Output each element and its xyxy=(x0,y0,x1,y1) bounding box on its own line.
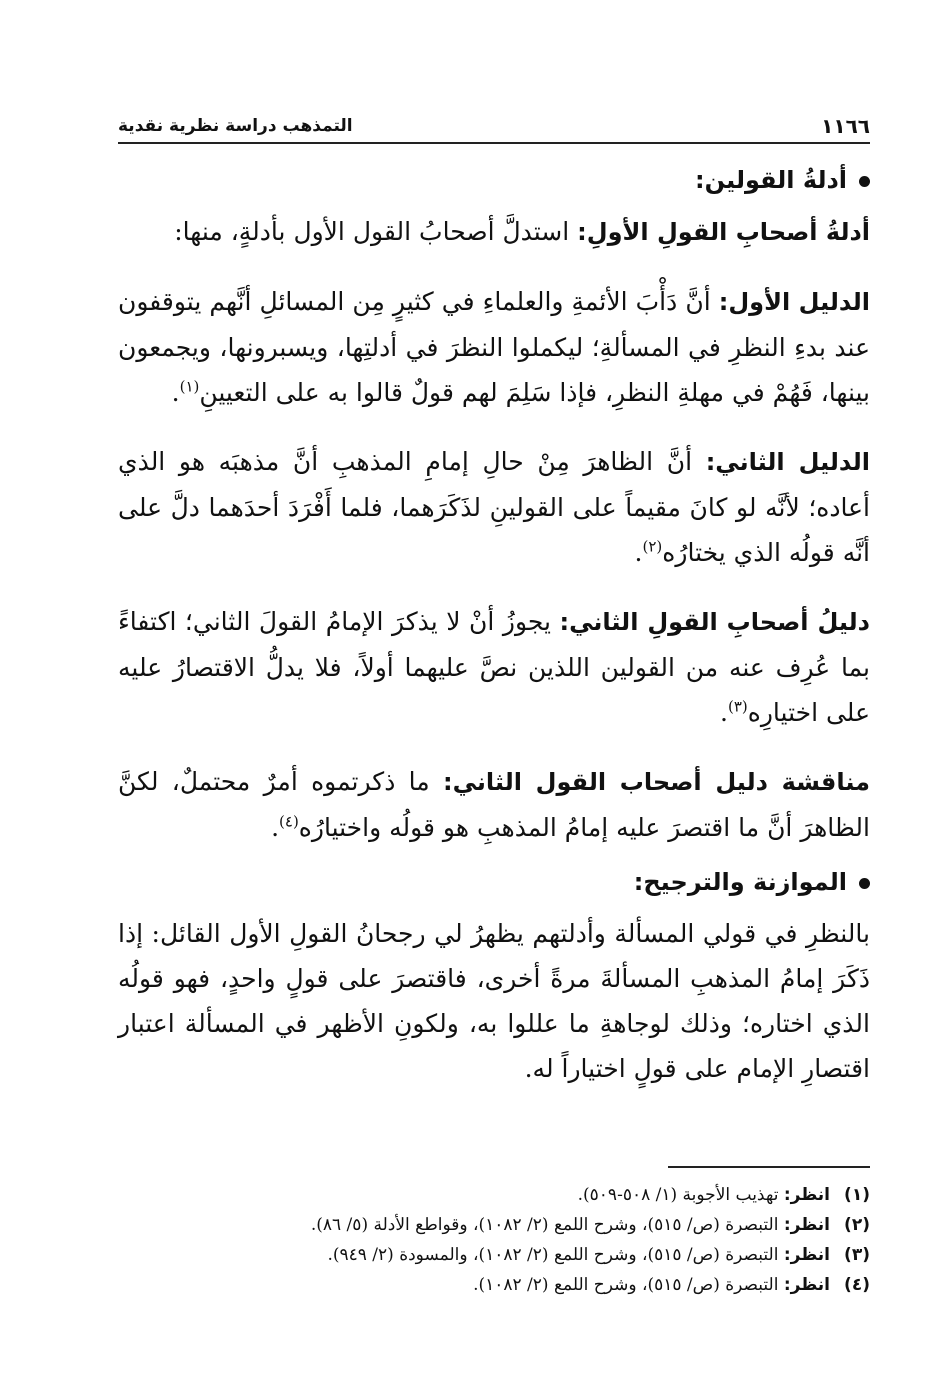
bullet-icon xyxy=(859,878,870,889)
section-heading-weighing xyxy=(118,860,870,905)
footnote-keyword: انظر: xyxy=(783,1275,830,1295)
paragraph-text: أنَّ دَأْبَ الأئمةِ والعلماءِ في كثيرٍ مِن المسائلِ أنَّهم يتوقفون عند بدءِ النظرِ في المسألةِ؛ ليكملوا النظرَ في أدلتِها، ويسبرونها، ويجمعون بينها، فَهُمْ في مهلةِ النظرِ، فإذا سَلِمَ لهم قولٌ قالوا به على التعيينِ xyxy=(118,287,870,407)
footnotes xyxy=(118,1180,870,1300)
paragraph-first-opinion-intro xyxy=(118,209,870,255)
paragraph-end: . xyxy=(271,813,280,842)
footnote-text: التبصرة (ص/ ٥١٥)، وشرح اللمع (٢/ ١٠٨٢)، والمسودة (٢/ ٩٤٩). xyxy=(327,1245,784,1265)
footnote-ref-4: (٤) xyxy=(279,812,299,831)
paragraph-second-evidence xyxy=(118,439,870,575)
footnote-ref-2: (٢) xyxy=(642,537,663,556)
paragraph-text: أنَّ الظاهرَ مِنْ حالِ إمامِ المذهبِ أنَّ مذهبَه هو الذي أعاده؛ لأنَّه لو كانَ مقيماً على القولينِ لذَكَرَهما، فلما أَفْرَدَ أحدَهما دلَّ على أنَّه قولُه الذي يختارُه xyxy=(118,447,870,567)
section-heading-text: الموازنة والترجيح: xyxy=(633,868,847,896)
footnote-4 xyxy=(118,1270,870,1300)
bullet-icon xyxy=(859,176,870,187)
running-title: التمذهب دراسة نظرية نقدية xyxy=(118,116,353,136)
paragraph-lead: الدليل الأول: xyxy=(718,288,870,316)
paragraph-end: . xyxy=(634,538,643,567)
main-text xyxy=(118,158,870,1101)
paragraph-discussion xyxy=(118,759,870,850)
footnote-2 xyxy=(118,1210,870,1240)
paragraph-lead: دليلُ أصحابِ القولِ الثاني: xyxy=(559,608,870,636)
footnote-1 xyxy=(118,1180,870,1210)
footnote-ref-1: (١) xyxy=(179,377,200,396)
footnote-number: (١) xyxy=(844,1185,870,1205)
paragraph-conclusion xyxy=(118,911,870,1091)
footnote-keyword: انظر: xyxy=(783,1245,830,1265)
paragraph-text: ما ذكرتموه أمرٌ محتملٌ، لكنَّ الظاهرَ أنَّ ما اقتصرَ عليه إمامُ المذهبِ هو قولُه واختيارُه xyxy=(118,767,870,842)
paragraph-lead: مناقشة دليل أصحاب القول الثاني: xyxy=(443,768,870,796)
page-number: ١١٦٦ xyxy=(821,114,870,138)
footnote-3 xyxy=(118,1240,870,1270)
paragraph-end: . xyxy=(720,698,728,727)
paragraph-text: استدلَّ أصحابُ القول الأول بأدلةٍ، منها: xyxy=(174,217,578,246)
footnote-number: (٢) xyxy=(844,1215,870,1235)
footnote-number: (٤) xyxy=(844,1275,870,1295)
footnote-keyword: انظر: xyxy=(783,1185,830,1205)
paragraph-lead: الدليل الثاني: xyxy=(705,448,871,476)
paragraph-text: بالنظرِ في قولي المسألة وأدلتهم يظهرُ لي رجحانُ القولِ الأول القائل: إذا ذَكَرَ إمامُ المذهبِ المسألةَ مرةً أخرى، فاقتصرَ على قولٍ واحدٍ، فهو قولُه الذي اختاره؛ وذلك لوجاهةِ ما عللوا به، ولكونِ الأظهر في المسألة اعتبار اقتصارِ الإمام على قولٍ اختياراً له. xyxy=(118,919,870,1083)
footnote-text: التبصرة (ص/ ٥١٥)، وشرح اللمع (٢/ ١٠٨٢)، وقواطع الأدلة (٥/ ٨٦). xyxy=(310,1215,784,1235)
section-heading-text: أدلةُ القولين: xyxy=(694,166,847,194)
footnote-number: (٣) xyxy=(844,1245,870,1265)
footnote-text: تهذيب الأجوبة (١/ ٥٠٨-٥٠٩). xyxy=(577,1185,784,1205)
paragraph-end: . xyxy=(171,378,180,407)
page-header xyxy=(118,112,870,144)
paragraph-first-evidence xyxy=(118,279,870,415)
footnote-ref-3: (٣) xyxy=(727,697,748,716)
footnote-text: التبصرة (ص/ ٥١٥)، وشرح اللمع (٢/ ١٠٨٢). xyxy=(473,1275,784,1295)
paragraph-lead: أدلةُ أصحابِ القولِ الأولِ: xyxy=(577,218,870,246)
paragraph-second-opinion-evidence xyxy=(118,599,870,735)
footnote-separator xyxy=(668,1166,870,1168)
section-heading-evidence xyxy=(118,158,870,203)
paragraph-text: يجوزُ أنْ لا يذكرَ الإمامُ القولَ الثاني؛ اكتفاءً بما عُرِف عنه من القولين اللذين نصَّ عليهما أولاً، فلا يدلُّ الاقتصارُ عليه على اختيارِه xyxy=(118,607,870,727)
footnote-keyword: انظر: xyxy=(783,1215,830,1235)
